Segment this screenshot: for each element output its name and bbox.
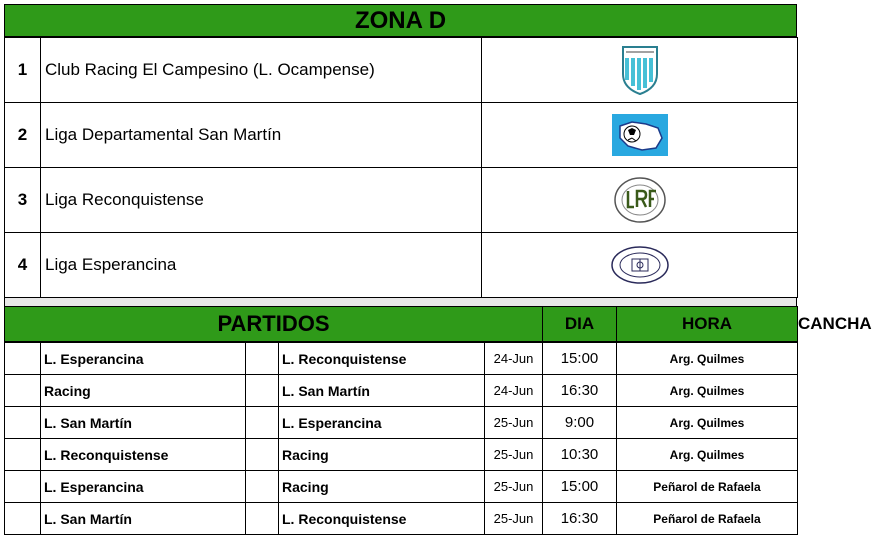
match-row (5, 343, 798, 375)
partidos-header: PARTIDOS (5, 307, 543, 342)
match-venue: Arg. Quilmes (617, 343, 798, 375)
away-team: Racing (279, 471, 485, 503)
teams-table (4, 37, 798, 298)
team-number: 2 (5, 103, 41, 168)
match-date: 24-Jun (485, 343, 543, 375)
match-venue: Arg. Quilmes (617, 407, 798, 439)
match-time: 15:00 (543, 343, 617, 375)
match-row (5, 439, 798, 471)
away-team: Racing (279, 439, 485, 471)
match-time: 10:30 (543, 439, 617, 471)
match-date: 25-Jun (485, 471, 543, 503)
team-row (5, 38, 798, 103)
match-date: 24-Jun (485, 375, 543, 407)
dia-header: DIA (543, 307, 617, 342)
team-number: 1 (5, 38, 41, 103)
team-number: 4 (5, 233, 41, 298)
match-date: 25-Jun (485, 503, 543, 535)
away-team: L. Esperancina (279, 407, 485, 439)
team-row (5, 168, 798, 233)
zona-title: ZONA D (4, 4, 797, 37)
home-team: L. San Martín (41, 407, 246, 439)
match-time: 16:30 (543, 503, 617, 535)
matches-header-row: PARTIDOS DIA HORA CANCHA (5, 307, 798, 342)
matches-table (4, 306, 872, 342)
match-row (5, 407, 798, 439)
home-team: Racing (41, 375, 246, 407)
zona-d-sheet (4, 4, 872, 535)
away-team: L. Reconquistense (279, 503, 485, 535)
match-date: 25-Jun (485, 439, 543, 471)
team-number: 3 (5, 168, 41, 233)
team-row (5, 103, 798, 168)
match-row (5, 471, 798, 503)
away-team: L. San Martín (279, 375, 485, 407)
team-name: Liga Reconquistense (41, 168, 482, 233)
match-venue: Peñarol de Rafaela (617, 503, 798, 535)
away-team: L. Reconquistense (279, 343, 485, 375)
match-venue: Arg. Quilmes (617, 375, 798, 407)
racing-crest-icon (482, 44, 797, 96)
san-martin-map-icon (482, 114, 797, 156)
match-date: 25-Jun (485, 407, 543, 439)
match-venue: Peñarol de Rafaela (617, 471, 798, 503)
section-separator (4, 298, 797, 306)
home-team: L. Esperancina (41, 471, 246, 503)
match-time: 15:00 (543, 471, 617, 503)
hora-header: HORA (617, 307, 798, 342)
esperancina-seal-icon (482, 245, 797, 285)
team-name: Liga Esperancina (41, 233, 482, 298)
home-team: L. Reconquistense (41, 439, 246, 471)
lrf-seal-icon (482, 177, 797, 223)
team-row (5, 233, 798, 298)
match-time: 16:30 (543, 375, 617, 407)
home-team: L. San Martín (41, 503, 246, 535)
match-row (5, 375, 798, 407)
match-venue: Arg. Quilmes (617, 439, 798, 471)
home-team: L. Esperancina (41, 343, 246, 375)
matches-body (4, 342, 798, 535)
match-time: 9:00 (543, 407, 617, 439)
team-name: Club Racing El Campesino (L. Ocampense) (41, 38, 482, 103)
team-name: Liga Departamental San Martín (41, 103, 482, 168)
match-row (5, 503, 798, 535)
